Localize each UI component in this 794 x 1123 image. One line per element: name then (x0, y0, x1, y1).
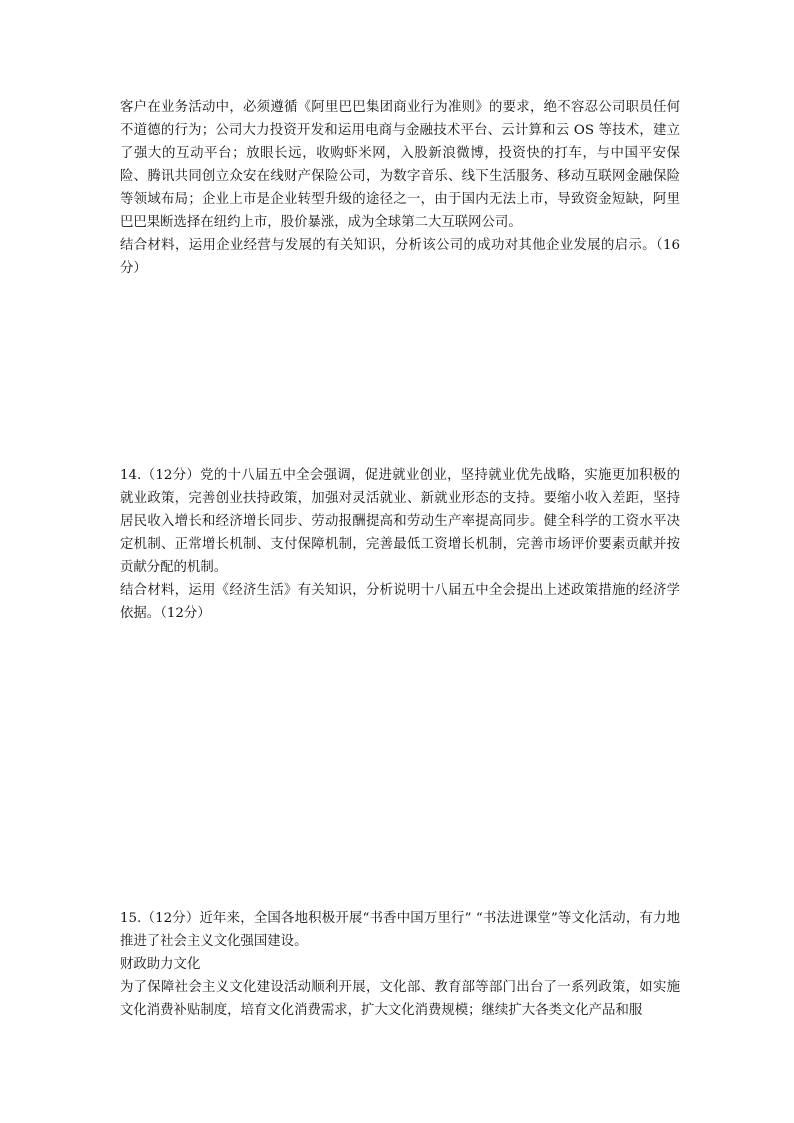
question-intro: 15.（12分）近年来，全国各地积极开展“书香中国万里行” “书法进课堂”等文化活动，有力地推进了社会主义文化强国建设。 (120, 911, 680, 949)
question-prompt: 结合材料，运用企业经营与发展的有关知识，分析该公司的成功对其他企业发展的启示。（16分） (120, 238, 680, 276)
question-14-block (120, 464, 680, 625)
question-13-block (120, 96, 680, 280)
question-prompt: 结合材料，运用《经济生活》有关知识，分析说明十八届五中全会提出上述政策措施的经济学依据。（12分） (120, 583, 680, 621)
material-paragraph: 14.（12分）党的十八届五中全会强调，促进就业创业，坚持就业优先战略，实施更加积极的就业政策，完善创业扶持政策，加强对灵活就业、新就业形态的支持。要缩小收入差距，坚持居民收入增长和经济增长同步、劳动报酬提高和劳动生产率提高同步。健全科学的工资水平决定机制、正常增长机制、支付保障机制，完善最低工资增长机制，完善市场评价要素贡献并按贡献分配的机制。 (120, 468, 680, 575)
question-15-block (120, 907, 680, 1022)
material-paragraph: 为了保障社会主义文化建设活动顺利开展，文化部、教育部等部门出台了一系列政策，如实施文化消费补贴制度，培育文化消费需求，扩大文化消费规模；继续扩大各类文化产品和服 (120, 980, 680, 1018)
sub-heading: 财政助力文化 (120, 957, 201, 972)
material-paragraph: 客户在业务活动中，必须遵循《阿里巴巴集团商业行为准则》的要求，绝不容忍公司职员任何不道德的行为；公司大力投资开发和运用电商与金融技术平台、云计算和云 OS 等技术，建立了强大的互动平台；放眼长远，收购虾米网，入股新浪微博，投资快的打车，与中国平安保险、腾讯共同创立众安在线财产保险公司，为数字音乐、线下生活服务、移动互联网金融保险等领域布局；企业上市是企业转型升级的途径之一，由于国内无法上市，导致资金短缺，阿里巴巴果断选择在纽约上市，股价暴涨，成为全球第二大互联网公司。 (120, 100, 680, 230)
